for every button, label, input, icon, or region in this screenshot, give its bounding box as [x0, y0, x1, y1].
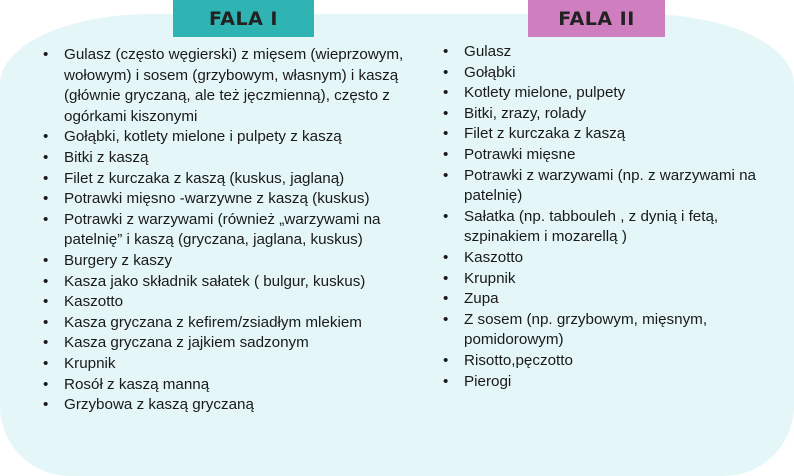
wave-1-list [43, 45, 413, 416]
list-item: • Z sosem (np. grzybowym, mięsnym, pomidorowym) [443, 310, 773, 351]
list-item: • Gołąbki, kotlety mielone i pulpety z kaszą [43, 127, 413, 148]
list-item: • Gulasz (często węgierski) z mięsem (wieprzowym, wołowym) i sosem (grzybowym, własnym) i kaszą (głównie gryczaną, ale też jęczmienną), często z ogórkami kiszonymi [43, 45, 413, 127]
list-item: • Grzybowa z kaszą gryczaną [43, 395, 413, 416]
list-item: • Filet z kurczaka z kaszą [443, 124, 773, 145]
list-item: • Sałatka (np. tabbouleh , z dynią i fetą, szpinakiem i mozarellą ) [443, 207, 773, 248]
list-item: • Krupnik [43, 354, 413, 375]
list-item: • Kaszotto [443, 248, 773, 269]
list-item: • Zupa [443, 289, 773, 310]
list-item: • Potrawki mięsne [443, 145, 773, 166]
list-item: • Gołąbki [443, 63, 773, 84]
wave-2-list [443, 42, 773, 392]
list-item: • Kotlety mielone, pulpety [443, 83, 773, 104]
list-item: • Risotto,pęczotto [443, 351, 773, 372]
list-item: • Filet z kurczaka z kaszą (kuskus, jaglaną) [43, 169, 413, 190]
list-item: • Bitki, zrazy, rolady [443, 104, 773, 125]
list-item: • Krupnik [443, 269, 773, 290]
list-item: • Rosół z kaszą manną [43, 375, 413, 396]
list-item: • Kasza gryczana z kefirem/zsiadłym mlekiem [43, 313, 413, 334]
wave-2-header: FALA II [528, 0, 665, 37]
list-item: • Gulasz [443, 42, 773, 63]
list-item: • Bitki z kaszą [43, 148, 413, 169]
list-item: • Kaszotto [43, 292, 413, 313]
list-item: • Pierogi [443, 372, 773, 393]
list-item: • Kasza jako składnik sałatek ( bulgur, kuskus) [43, 272, 413, 293]
list-item: • Kasza gryczana z jajkiem sadzonym [43, 333, 413, 354]
list-item: • Burgery z kaszy [43, 251, 413, 272]
list-item: • Potrawki mięsno -warzywne z kaszą (kuskus) [43, 189, 413, 210]
list-item: • Potrawki z warzywami (również „warzywami na patelnię” i kaszą (gryczana, jaglana, kuskus) [43, 210, 413, 251]
wave-1-header: FALA I [173, 0, 314, 37]
list-item: • Potrawki z warzywami (np. z warzywami na patelnię) [443, 166, 773, 207]
